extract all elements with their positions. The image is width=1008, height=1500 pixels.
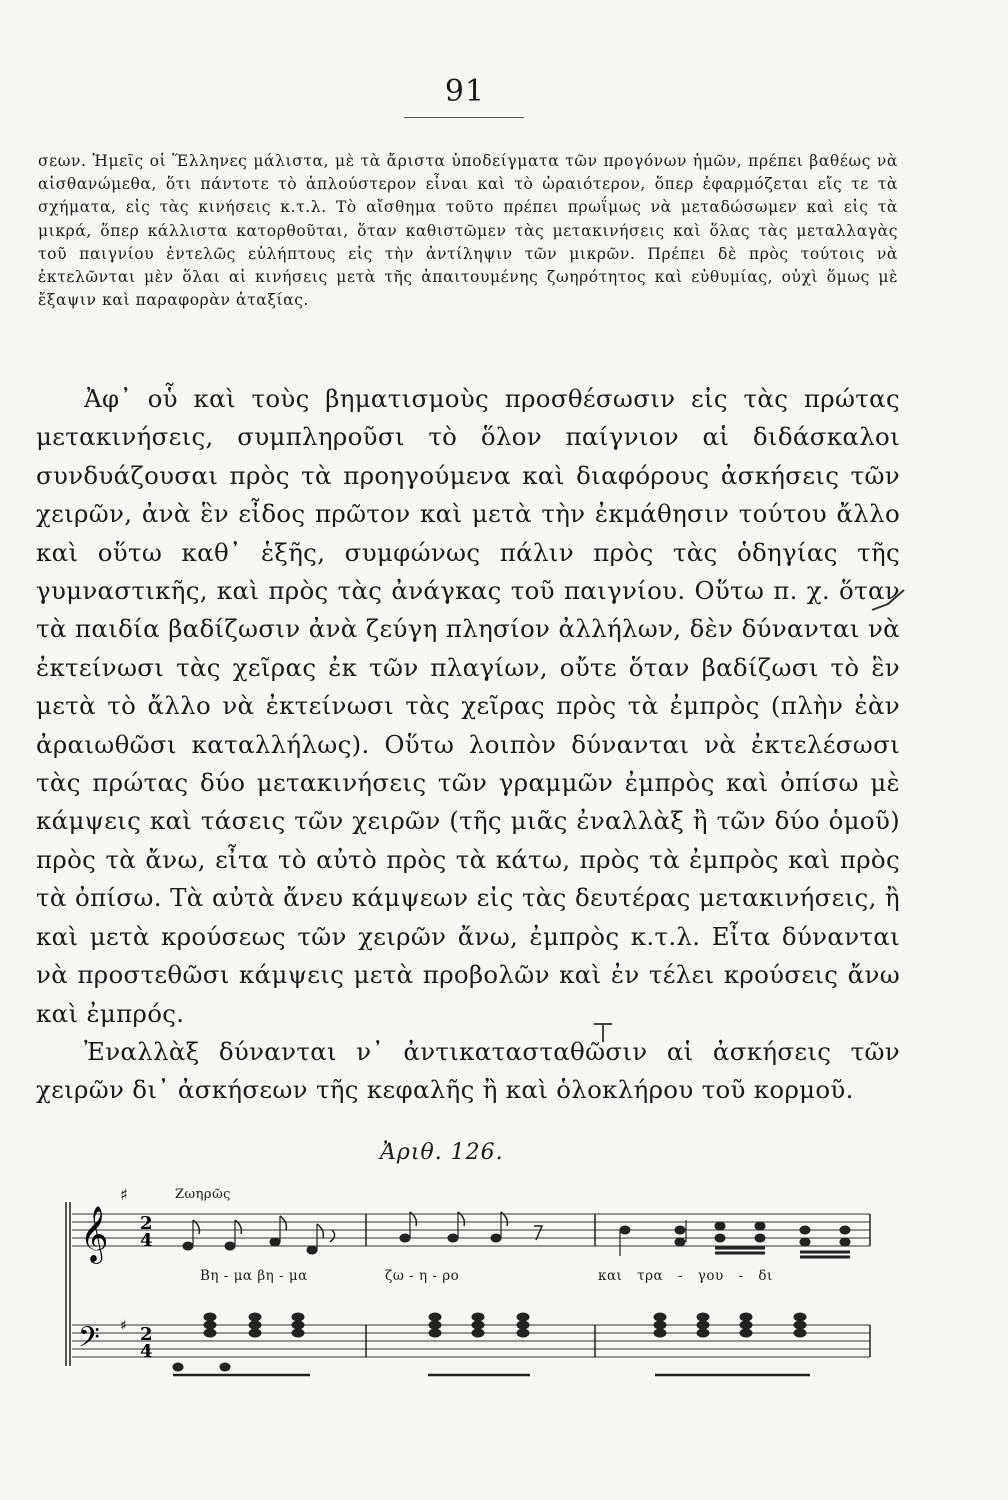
- page-number: 91: [444, 74, 486, 109]
- bass-chords: [173, 1313, 810, 1375]
- lyric-measure-2: ζω - η - ρο: [385, 1268, 460, 1284]
- brace: [66, 1202, 70, 1366]
- tempo-mark: Ζωηρῶς: [175, 1187, 231, 1202]
- stray-pen-mark: [592, 1020, 614, 1044]
- bar-lines: [366, 1214, 870, 1357]
- lyric-measure-1: Βη - μα βη - μα: [200, 1268, 308, 1284]
- lyric-measure-3: και τρα - γου - δι: [598, 1268, 773, 1284]
- paragraph: Ἐναλλὰξ δύνανται ν᾽ ἀντικατασταθῶσιν αἱ ἀσκήσεις τῶν χειρῶν δι᾽ ἀσκήσεων τῆς κεφαλῆς ἢ καὶ ὁλοκλήρου τοῦ κορμοῦ.: [36, 1036, 900, 1105]
- treble-key-signature: ♯: [120, 1185, 128, 1204]
- treble-staff: [72, 1214, 870, 1246]
- stray-pen-mark: [870, 588, 910, 618]
- treble-time-bottom: 4: [140, 1230, 153, 1251]
- page-number-rule: [404, 117, 524, 118]
- music-score: [60, 1180, 880, 1410]
- bass-clef-icon: 𝄢: [78, 1321, 100, 1361]
- bass-key-signature: ♯: [120, 1318, 127, 1334]
- small-print-paragraph: [38, 150, 898, 312]
- main-text-block: [36, 380, 900, 1110]
- small-print-text: σεων. Ἡμεῖς οἱ Ἕλληνες μάλιστα, μὲ τὰ ἄριστα ὑποδείγματα τῶν προγόνων ἡμῶν, πρέπει βαθέως νὰ αἰσθανώμεθα, ὅτι πάντοτε τὸ ἁπλούστερον εἶναι καὶ τὸ ὡραιότερον, ὅπερ ἐφαρμόζεται εἴς τε τὰ σχήματα, εἰς τὰς κινήσεις κ.τ.λ. Τὸ αἴσθημα τοῦτο πρέπει πρωΐμως νὰ μεταδώσωμεν καὶ εἰς τὰ μικρά, ὅπερ κάλλιστα κατορθοῦται, ὅταν καθιστῶμεν τὰς μετακινήσεις καὶ ὅλας τὰς μεταλλαγὰς τοῦ παιγνίου ἐντελῶς εὐλήπτους εἰς τὴν ἀντίληψιν τῶν μικρῶν. Πρέπει δὲ πρὸς τούτοις νὰ ἐκτελῶνται μὲν ὅλαι αἱ κινήσεις μετὰ τῆς ἀπαιτουμένης ζωηρότητος καὶ εὐθυμίας, οὐχὶ ὅμως μὲ ἔξαψιν καὶ παραφορὰν ἀταξίας.: [38, 152, 898, 310]
- bass-time-bottom: 4: [140, 1341, 153, 1362]
- figure-caption: Ἀριθ. 126.: [380, 1140, 504, 1165]
- paragraph: Ἀφ᾽ οὗ καὶ τοὺς βηματισμοὺς προσθέσωσιν εἰς τὰς πρώτας μετακινήσεις, συμπληροῦσι τὸ ὅλον παίγνιον αἱ διδάσκαλοι συνδυάζουσαι πρὸς τὰ προηγούμενα καὶ διαφόρους ἀσκήσεις τῶν χειρῶν, ἀνὰ ἓν εἶδος πρῶτον καὶ μετὰ τὴν ἐκμάθησιν τούτου ἄλλο καὶ οὕτω καθ᾽ ἑξῆς, συμφώνως πάλιν πρὸς τὰς ὁδηγίας τῆς γυμναστικῆς, καὶ πρὸς τὰς ἀνάγκας τοῦ παιγνίου. Οὕτω π. χ. ὅταν τὰ παιδία βαδίζωσιν ἀνὰ ζεύγη πλησίον ἀλλήλων, δὲν δύνανται νὰ ἐκτείνωσι τὰς χεῖρας ἐκ τῶν πλαγίων, οὔτε ὅταν βαδίζωσι τὸ ἓν μετὰ τὸ ἄλλο νὰ ἐκτείνωσι τὰς χεῖρας πρὸς τὰ ἐμπρὸς (πλὴν ἐὰν ἀραιωθῶσι καταλλήλως). Οὕτω λοιπὸν δύνανται νὰ ἐκτελέσωσι τὰς πρώτας δύο μετακινήσεις τῶν γραμμῶν ἐμπρὸς καὶ ὀπίσω μὲ κάμψεις καὶ τάσεις τῶν χειρῶν (τῆς μιᾶς ἐναλλὰξ ἢ τῶν δύο ὁμοῦ) πρὸς τὰ ἄνω, εἶτα τὸ αὐτὸ πρὸς τὰ κάτω, πρὸς τὰ ἐμπρὸς καὶ πρὸς τὰ ὀπίσω. Τὰ αὐτὰ ἄνευ κάμψεων εἰς τὰς δευτέρας μετακινήσεις, ἢ καὶ μετὰ κρούσεως τῶν χειρῶν ἄνω, ἐμπρὸς κ.τ.λ. Εἶτα δύνανται νὰ προστεθῶσι κάμψεις μετὰ προβολῶν καὶ ἐν τέλει κρούσεις ἄνω καὶ ἐμπρός.: [36, 384, 900, 1028]
- treble-time-top: 2: [140, 1213, 153, 1234]
- treble-notes: [183, 1212, 850, 1257]
- bass-time-top: 2: [140, 1324, 153, 1345]
- treble-clef-icon: 𝄞: [80, 1206, 109, 1262]
